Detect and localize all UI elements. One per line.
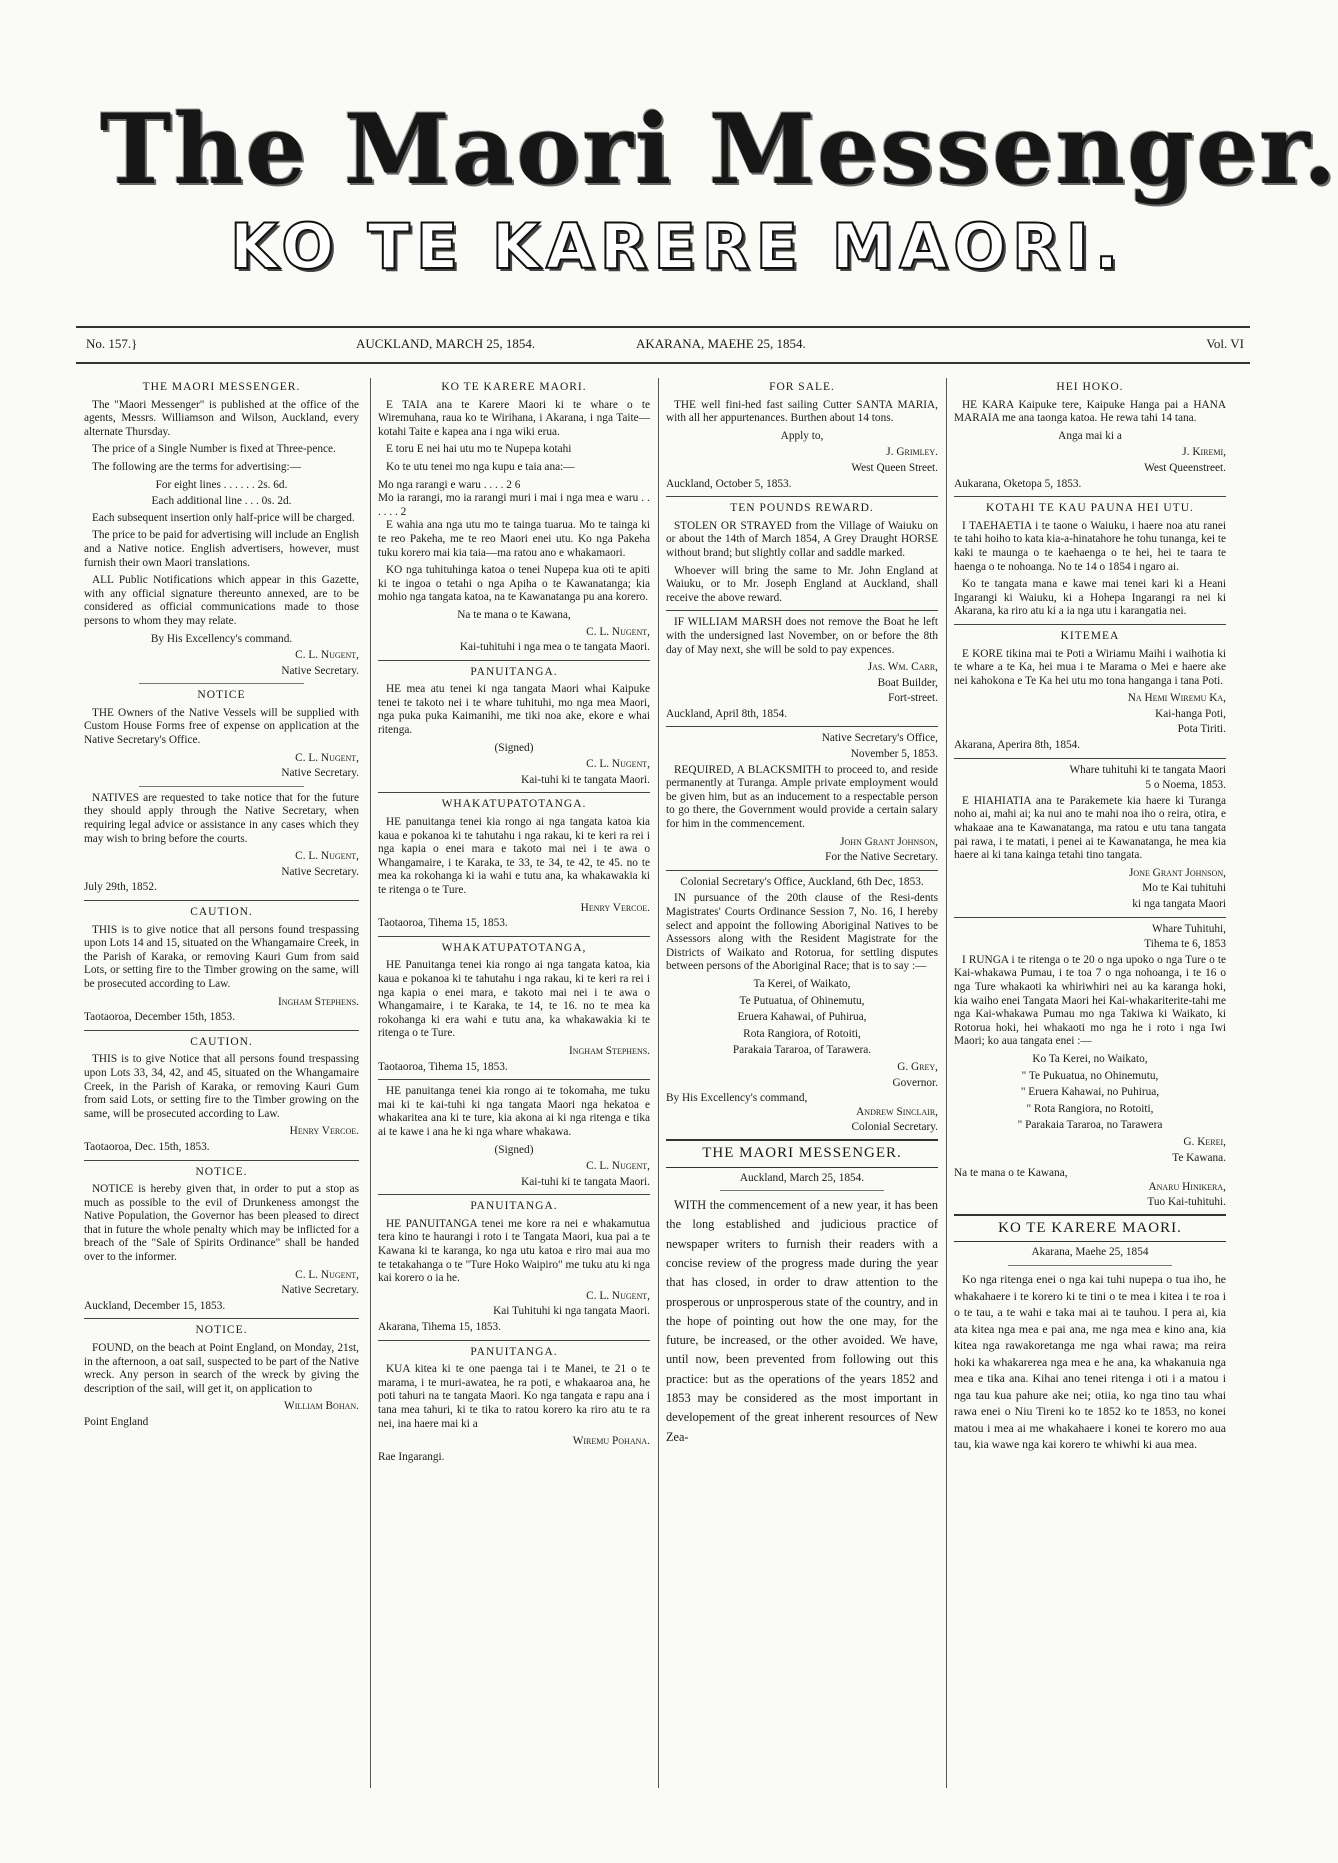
divider — [378, 792, 650, 793]
signature: C. L. Nugent, — [295, 751, 359, 764]
heading: PANUITANGA. — [470, 665, 558, 678]
signature-title: Colonial Secretary. — [851, 1121, 938, 1134]
signature: Na Hemi Wiremu Ka, — [1127, 692, 1226, 705]
signature: John Grant Johnson, — [840, 835, 938, 848]
rate-line: Mo ia rarangi, mo ia rarangi muri i mai i nga mea e waru . . . . . . 2 — [378, 492, 650, 518]
paragraph: THE well fini-hed fast sailing Cutter SANTA MARIA, with all her appurtenances. Burthen about 14 tons. — [666, 398, 938, 425]
signature-title: Tuo Kai-tuhituhi. — [1147, 1196, 1226, 1209]
column-2 — [378, 378, 650, 1464]
rate-line: For eight lines . . . . . . 2s. 6d. — [155, 478, 288, 491]
divider — [84, 900, 359, 901]
heading: KITEMEA — [1060, 629, 1120, 642]
dateline — [76, 334, 1250, 354]
heading: FOR SALE. — [769, 381, 835, 393]
masthead — [0, 93, 1338, 283]
heading: TEN POUNDS REWARD. — [730, 502, 874, 515]
office-line: Colonial Secretary's Office, Auckland, 6th Dec, 1853. — [680, 875, 924, 888]
signature: Jas. Wm. Carr, — [867, 661, 938, 674]
paragraph: E toru E nei hai utu mo te Nupepa kotahi — [386, 443, 572, 456]
heading: WHAKATUPATOTANGA. — [441, 798, 587, 811]
signature: Henry Vercoe. — [580, 901, 650, 914]
command-line: Na te mana o te Kawana, — [457, 608, 571, 621]
command-line: By His Excellency's command, — [666, 1092, 808, 1105]
date-line: Auckland, March 25, 1854. — [739, 1171, 865, 1184]
paragraph: The price of a Single Number is fixed at Three-pence. — [92, 443, 336, 456]
divider — [84, 1318, 359, 1319]
signature-title: Kai-tuhituhi i nga mea o te tangata Maori. — [459, 641, 650, 654]
signature-title: Kai-tuhi ki te tangata Maori. — [521, 773, 650, 786]
column-1 — [84, 378, 359, 1430]
divider — [378, 660, 650, 661]
paragraph: The "Maori Messenger" is published at the office of the agents, Messrs. Williamson and Wilson, Auckland, every alternate Thursday. — [84, 398, 359, 438]
column-separator-1 — [370, 378, 371, 1788]
signature: J. Grimley. — [886, 446, 938, 459]
divider — [954, 758, 1226, 759]
heading: HEI HOKO. — [1056, 381, 1124, 393]
place-line: Rae Ingarangi. — [378, 1450, 445, 1463]
paragraph: Ko te tangata mana e kawe mai tenei kari ki a Heani Ingarangi ki Waiuku, ki a Hohepa Ingarangi ra nei ki Akarana, ka riro atu ki a ia nga utu i karangatia nei. — [954, 578, 1226, 618]
paragraph: IF WILLIAM MARSH does not remove the Boat he left with the undersigned last November, on or before the 8th day of May next, she will be sold to pay expences. — [666, 616, 938, 656]
newspaper-subtitle: KO TE KARERE MAORI. — [230, 210, 1125, 283]
english-date: AUCKLAND, MARCH 25, 1854. — [356, 336, 536, 351]
assessor-name: " Parakaia Tararoa, no Tarawera — [1017, 1119, 1163, 1132]
date-line: Taotaoroa, December 15th, 1853. — [84, 1011, 236, 1024]
paragraph: HE panuitanga tenei kia rongo ai nga tangata katoa kia kaua e pokanoa ki te tahutahu i nga rakau, ki te keri ra rei i nga kapia o enei mara e takoto mai nei i te awa o Whangamaire, i te Karaka, te 33, te 34, te 42, te 45. no te mea ka rokohanga ki ia wahi e tutu ana, ka whakawakia ki te ritenga o te Ture. — [378, 816, 650, 896]
signature: C. L. Nugent, — [586, 758, 650, 771]
divider — [1008, 1265, 1171, 1266]
divider — [954, 496, 1226, 497]
divider — [666, 726, 938, 727]
paragraph: FOUND, on the beach at Point England, on Monday, 21st, in the afternoon, a oat sail, suspected to be part of the Native wreck. Any person in search of the wreck by giving the description of the sail, will get it, on application to — [84, 1342, 359, 1395]
date-line: 5 o Noema, 1853. — [1145, 779, 1226, 792]
paragraph: E wahia ana nga utu mo te tainga tuarua. Mo te tainga ki te reo Pakeha, me te reo Maori enei utu. Ko nga Pakeha tuku korero mai kia taia—ma ratou ano e whakamaori. — [378, 519, 650, 559]
divider — [720, 1190, 883, 1191]
volume-number: Vol. VI — [1206, 336, 1244, 351]
apply-line: Anga mai ki a — [1058, 429, 1122, 442]
issue-number: No. 157.} — [86, 336, 138, 351]
heading: NOTICE — [197, 689, 246, 702]
address: West Queen Street. — [851, 461, 938, 474]
signature: Wiremu Pohana. — [572, 1435, 650, 1448]
signature: C. L. Nugent, — [586, 1289, 650, 1302]
assessor-name: Te Putuatua, of Ohinemutu, — [739, 994, 865, 1007]
assessor-name: Rota Rangiora, of Rotoiti, — [743, 1027, 861, 1040]
divider — [378, 1194, 650, 1195]
paragraph: HE PANUITANGA tenei me kore ra nei e whakamutua tera kino te haurangi i roto i te Tangata Maori, kua pai a te Kawana ki te karanga, ko nga utu katoa e riro mai aua mo te tetakahanga o te "Ture Hoko Waipiro" me tuku atu ki nga kai korero o ia he. — [378, 1217, 650, 1285]
divider — [666, 496, 938, 497]
divider — [139, 786, 304, 787]
office-line: Whare tuhituhi ki te tangata Maori — [1069, 763, 1226, 776]
date-line: Akarana, Tihema 15, 1853. — [378, 1321, 501, 1334]
column-4 — [954, 378, 1226, 1457]
signature: Andrew Sinclair, — [856, 1105, 938, 1118]
signature-title: Native Secretary. — [281, 865, 359, 878]
office-line: Native Secretary's Office, — [821, 732, 938, 745]
paragraph: E TAIA ana te Karere Maori ki te whare o te Wiremuhana, raua ko te Wirihana, i Akarana, i nga Taite—kotahi Taite e kapea ana i nga wiki erua. — [378, 398, 650, 438]
signature: Ingham Stephens. — [277, 995, 359, 1008]
heading: CAUTION. — [190, 906, 253, 918]
editorial-heading: THE MAORI MESSENGER. — [666, 1139, 938, 1168]
signature-title: Native Secretary. — [281, 664, 359, 677]
date-line: Akarana, Maehe 25, 1854 — [1031, 1246, 1149, 1259]
address: Fort-street. — [888, 692, 938, 705]
paragraph: REQUIRED, A BLACKSMITH to proceed to, and reside permanently at Turanga. Ample private employment would be given him, but as an inducement to a respectable person to go there, the Government would provide a certain salary for him in the commencement. — [666, 763, 938, 831]
signature-title: Kai-hanga Poti, — [1155, 707, 1226, 720]
signature: Jone Grant Johnson, — [1129, 866, 1226, 879]
date-line: Aukarana, Oketopa 5, 1853. — [954, 477, 1082, 490]
assessor-name: Ko Ta Kerei, no Waikato, — [1032, 1052, 1148, 1065]
newspaper-title: The Maori Messenger. — [100, 93, 1338, 206]
assessor-name: Parakaia Tararoa, of Tarawera. — [732, 1044, 872, 1057]
divider — [378, 936, 650, 937]
maori-date: AKARANA, MAEHE 25, 1854. — [636, 336, 806, 351]
signature-title: Kai Tuhituhi ki nga tangata Maori. — [493, 1305, 650, 1318]
divider — [84, 1030, 359, 1031]
paragraph: HE Panuitanga tenei kia rongo ai nga tangata katoa, kia kaua e pokanoa ki te tahutahu i nga rakau, ki te keri ra rei i nga kapia o enei mara, e takoto mai nei i te awa o Whangamaire, i te Karaka, te 14, te 16. no te mea ka rokohanga ki era wahi e tutu ana, ka whakawakia ki te ritenga o te Ture. — [378, 959, 650, 1040]
date-line: Auckland, October 5, 1853. — [666, 477, 792, 490]
signature: C. L. Nugent, — [586, 1160, 650, 1173]
heading: NOTICE. — [195, 1165, 248, 1178]
signature: C. L. Nugent, — [295, 1268, 359, 1281]
masthead-rule-top — [76, 326, 1250, 328]
divider — [954, 917, 1226, 918]
signature: Henry Vercoe. — [289, 1125, 359, 1138]
heading: KO TE KARERE MAORI. — [441, 381, 587, 393]
date-line: July 29th, 1852. — [84, 881, 157, 894]
paragraph: NATIVES are requested to take notice that for the future they should apply through the Native Secretary, when requiring legal advice or assistance in any cases which they may wish to bring before the courts. — [84, 791, 359, 845]
heading: PANUITANGA. — [470, 1200, 558, 1213]
column-separator-2 — [658, 378, 659, 1788]
date-line: Auckland, December 15, 1853. — [84, 1299, 226, 1312]
signature-title: Native Secretary. — [281, 767, 359, 780]
signature-title: Native Secretary. — [281, 1284, 359, 1297]
heading: KOTAHI TE KAU PAUNA HEI UTU. — [986, 502, 1194, 515]
signature-title: For the Native Secretary. — [825, 851, 938, 864]
command-line: By His Excellency's command. — [150, 632, 293, 645]
signature: G. Grey, — [897, 1060, 938, 1073]
paragraph: KO nga tuhituhinga katoa o tenei Nupepa kua oti te apiti ki te ingoa o tetahi o nga Apiha o te Kawanatanga; kia mohio nga tangata katoa, na te Kawanatanga pu ana korero. — [378, 564, 650, 604]
paragraph: THE Owners of the Native Vessels will be supplied with Custom House Forms free of expense on application at the Native Secretary's Office. — [84, 706, 359, 747]
signature-title: Mo te Kai tuhituhi — [1142, 882, 1226, 895]
command-line: Na te mana o te Kawana, — [954, 1167, 1068, 1180]
heading: PANUITANGA. — [470, 1345, 558, 1358]
divider — [954, 624, 1226, 625]
paragraph: IN pursuance of the 20th clause of the Resi-dents Magistrates' Courts Ordinance Session 7, No. 16, I hereby select and appoint the following Aboriginal Natives to be Assessors along with the Resident Magistrate for the Districts of Waikato and Rotorua, for settling disputes between persons of the Aboriginal Race; that is to say :— — [666, 892, 938, 973]
date-line: Taotaoroa, Dec. 15th, 1853. — [84, 1140, 210, 1153]
editorial-paragraph: Ko nga ritenga enei o nga kai tuhi nupepa o tua iho, he whakahaere i te korero ki te tini o te mea i kitea i te roa i o te tau, a te wahi e taka mai ai te tauhou. I pera ai, kia ata kitea nga mea e pai ana, me nga mea e kino ana, kia kitea nga rawakoretanga me nga whai rawa; ma reira hoki ka whakarerea nga mea e he ana, ka whakanuia nga mea e tika ana. Kihai ano tenei ritenga i oti i a matou i nga tau kua pahure ake nei; otiia, ko nga tino tau whai rawa enei o Niu Tireni ko te 1852 ko te 1853, no konei matou i mea ai me whakahaere i konei te korero mo aua tau, kia wawe nga kai korero te whiwhi ki aua mea. — [954, 1272, 1226, 1452]
signed-label: (Signed) — [494, 741, 534, 754]
divider — [139, 683, 304, 684]
paragraph: The following are the terms for advertising:— — [92, 460, 301, 473]
paragraph: Ko te utu tenei mo nga kupu e taia ana:— — [386, 460, 575, 473]
paragraph: I RUNGA i te ritenga o te 20 o nga upoko o nga Ture o te Kai-whakawa Pumau, i te toa 7 o nga nohoanga, i te 16 o nga Ture whakaoti ka whiriwhiri nei au ka karanga hoki, kia waiho enei Tangata Maori hei Kai-whakariterite-tahi me nga Kai-whakawa Pumau mo nga Takiwa ki Waikato, ki Rotorua hoki, hei whakaoti mo nga he i roto i nga Iwi Maori; ko aua tangata enei :— — [954, 953, 1226, 1048]
date-line: Taotaoroa, Tihema 15, 1853. — [378, 1060, 508, 1073]
signature: G. Kerei, — [1183, 1135, 1226, 1148]
signature: C. L. Nugent, — [295, 850, 359, 863]
column-3 — [666, 378, 938, 1451]
signature-title: Te Kawana. — [1172, 1151, 1226, 1164]
paragraph: HE mea atu tenei ki nga tangata Maori whai Kaipuke tenei te takoto nei i te whare tuhituhi, mo nga mea Maori, nga puka puka Kaimanihi, me tiki noa ake, ekore e whai ritenga. — [378, 683, 650, 737]
signature-title: ki nga tangata Maori — [1132, 898, 1226, 910]
apply-line: Apply to, — [780, 429, 824, 442]
divider — [84, 1160, 359, 1161]
signature: C. L. Nugent, — [295, 649, 359, 662]
paragraph: Whoever will bring the same to Mr. John England at Waiuku, or to Mr. Joseph England at Auckland, shall receive the above reward. — [666, 564, 938, 604]
paragraph: THIS is to give notice that all persons found trespassing upon Lots 14 and 15, situated on the Whangamaire Creek, in the Parish of Karaka, or removing Kauri Gum from said Lots, or setting fire to the Timber growing on the same, will be prosecuted according to Law. — [84, 923, 359, 990]
heading: NOTICE. — [195, 1324, 248, 1337]
editorial-heading: KO TE KARERE MAORI. — [954, 1214, 1226, 1243]
signature: William Bohan. — [284, 1400, 359, 1413]
place-line: Point England — [84, 1416, 149, 1428]
assessor-name: " Eruera Kahawai, no Puhirua, — [1020, 1086, 1160, 1099]
signature: Ingham Stephens. — [568, 1044, 650, 1057]
masthead-rule-bottom — [76, 362, 1250, 364]
assessor-name: Ta Kerei, of Waikato, — [753, 977, 851, 990]
paragraph: E KORE tikina mai te Poti a Wiriamu Maihi i waihotia ki te whare a te Ka, hei mua i te Marama o Mei e haere ake nei kahokona e Te Ka hei utu mo tona hanganga i tana Poti. — [954, 647, 1226, 687]
paragraph: ALL Public Notifications which appear in this Gazette, with any official signature thereunto annexed, are to be considered as official communications made to those persons to whom they may relate. — [84, 574, 359, 627]
paragraph: STOLEN OR STRAYED from the Village of Waiuku on or about the 14th of March 1854, A Grey Draught HORSE without brand; but slightly collar and saddle marked. — [666, 519, 938, 559]
assessor-name: " Te Pukuatua, no Ohinemutu, — [1021, 1069, 1159, 1082]
signature-title: Governor. — [892, 1076, 938, 1089]
date-line: Taotaoroa, Tihema 15, 1853. — [378, 917, 508, 930]
paragraph: HE panuitanga tenei kia rongo ai te tokomaha, me tuku mai ki te kai-tuhi ki nga tangata Maori nga hekatoa e whakaritea ana ki te ture, kia akona ai ki nga ritenga e tika ai te kawe i ana he ki nga whare whakawa. — [378, 1085, 650, 1138]
editorial-paragraph: WITH the commencement of a new year, it has been the long established and judicious practice of newspaper writers to furnish their readers with a concise review of the progress made during the year that has closed, in order to draw attention to the prosperous or unprosperous state of the country, and in the hope of pointing out how the one may, for the future, be increased, or the other avoided. We have, until now, been prevented from following out this practice: but as the operations of the years 1852 and 1853 may be considered as the most important in developement of the great inherent resources of New Zea- — [666, 1198, 938, 1444]
signature: J. Kiremi, — [1182, 446, 1226, 459]
assessor-name: Eruera Kahawai, of Puhirua, — [737, 1011, 867, 1024]
date-line: Akarana, Aperira 8th, 1854. — [954, 739, 1081, 752]
date-line: Auckland, April 8th, 1854. — [666, 707, 788, 720]
signature-title: Kai-tuhi ki te tangata Maori. — [521, 1175, 650, 1188]
paragraph: NOTICE is hereby given that, in order to put a stop as much as possible to the evil of Drunkeness amongst the Native Population, the Governor has been pleased to direct that in future the whole penalty which may be inflicted for a breach of the "Sale of Spirits Ordinance" shall be handed over to the informer. — [84, 1183, 359, 1264]
divider — [666, 610, 938, 611]
divider — [666, 870, 938, 871]
signature: C. L. Nugent, — [586, 625, 650, 638]
heading: WHAKATUPATOTANGA, — [441, 941, 587, 954]
date-line: November 5, 1853. — [850, 748, 938, 761]
paragraph: THIS is to give Notice that all persons found trespassing upon Lots 33, 34, 42, and 45, situated on the Whangamaire Creek, in the Parish of Karaka, or removing Kauri Gum from said Lots, or setting fire to the Timber growing on the same, will be prosecuted according to Law. — [84, 1053, 359, 1120]
paragraph: E HIAHIATIA ana te Parakemete kia haere ki Turanga noho ai, mahi ai; ka nui ano te mahi noa iho o reira, otira, e whakaae ana te Kawanatanga, ma ratou e utu tana tangata pai rawa, i te matati, i penei ai te Kawanatanga, he mea kia haere ai ki tana kainga tetahi tino tangata. — [954, 794, 1226, 862]
paragraph: I TAEHAETIA i te taone o Waiuku, i haere noa atu ranei te tahi hoiho to kata kia-a-hinatahore he tohu tunanga, kei te kaki te maunga o te kaehaenga o te hei, hei te taara te haenga o te nohoanga. No te 14 o 1854 i ngaro ai. — [954, 519, 1226, 573]
signature-title: Boat Builder, — [877, 676, 938, 689]
address: West Queenstreet. — [1144, 461, 1226, 474]
signed-label: (Signed) — [494, 1143, 534, 1156]
office-line: Whare Tuhituhi, — [1151, 922, 1226, 935]
paragraph: Each subsequent insertion only half-price will be charged. — [92, 511, 355, 524]
address: Pota Tiriti. — [1177, 723, 1226, 736]
date-line: Tihema te 6, 1853 — [1144, 938, 1226, 951]
rate-line: Each additional line . . . 0s. 2d. — [151, 495, 292, 508]
divider — [378, 1340, 650, 1341]
column-separator-3 — [946, 378, 947, 1788]
rate-line: Mo nga rarangi e waru . . . . 2 6 — [378, 478, 521, 491]
heading: CAUTION. — [190, 1035, 253, 1048]
assessor-name: " Rota Rangiora, no Rotoiti, — [1026, 1102, 1154, 1115]
paragraph: KUA kitea ki te one paenga tai i te Manei, te 21 o te marama, i te muri-awatea, he ra poti, e whakaaroa ana, he poti tahuri na te tangata Maori. Ko nga tangata e rapu ana i tana mea tahuri, ki te tika to ratou korero ka riro atu te ra nei, ina haere mai ki a — [378, 1363, 650, 1430]
divider — [378, 1079, 650, 1080]
paragraph: The price to be paid for advertising will include an English and a Native notice. English advertisers, however, must furnish their own Maori translations. — [84, 529, 359, 569]
heading: THE MAORI MESSENGER. — [142, 381, 301, 393]
signature: Anaru Hinikera, — [1148, 1180, 1226, 1193]
paragraph: HE KARA Kaipuke tere, Kaipuke Hanga pai a HANA MARAIA me ana taonga katoa. He rewa tahi 14 tana. — [954, 398, 1226, 425]
